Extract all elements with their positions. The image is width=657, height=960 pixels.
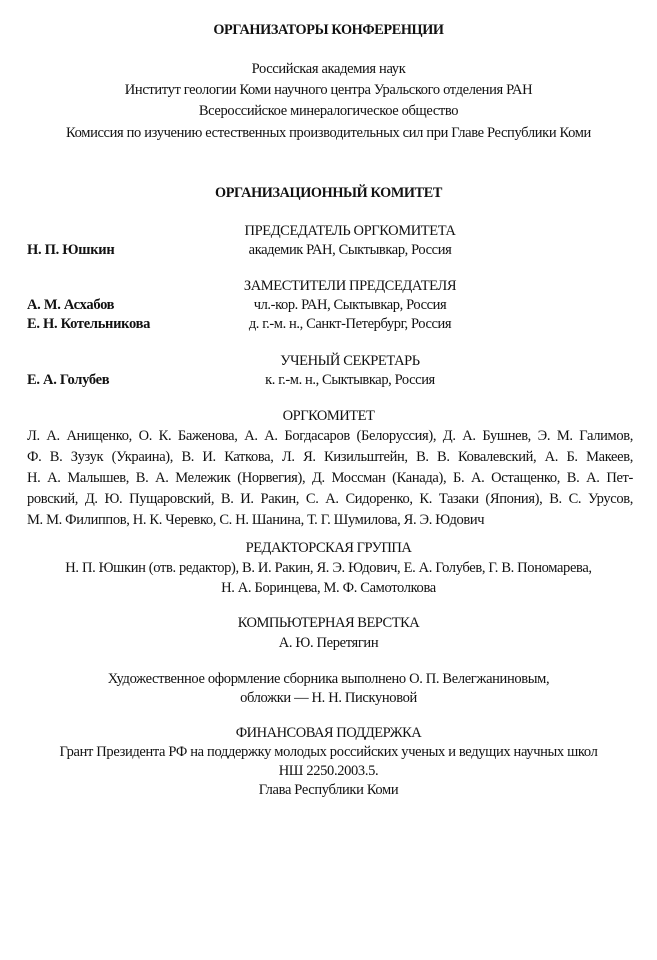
organizer-item: Комиссия по изучению естественных производительных сил при Главе Республики Коми — [66, 125, 591, 141]
art-credit-line: обложки — Н. Н. Пискуновой — [240, 690, 417, 706]
chair-heading: ПРЕДСЕДАТЕЛЬ ОРГКОМИТЕТА — [244, 223, 456, 239]
orgcommittee-line: Н. А. Малышев, В. А. Мележик (Норвегия), Д. Моссман (Канада), Б. А. Остащенко, В. А. Пет- — [27, 470, 633, 486]
member-role: чл.-кор. РАН, Сыктывкар, Россия — [253, 297, 447, 313]
organizer-item: Всероссийское минералогическое общество — [198, 103, 459, 119]
member-name: А. М. Асхабов — [27, 297, 115, 313]
member-name: Е. А. Голубев — [27, 372, 110, 388]
orgcommittee-line: ровский, Д. Ю. Пущаровский, В. И. Ракин, С. А. Сидоренко, К. Тазаки (Япония), В. С. Урусов, — [27, 491, 633, 507]
orgcommittee-line: Ф. В. Зузук (Украина), В. И. Каткова, Л. Я. Кизильштейн, В. В. Ковалевский, А. Б. Макеев, — [27, 449, 633, 465]
member-name: Н. П. Юшкин — [27, 242, 115, 258]
organizer-item: Институт геологии Коми научного центра Уральского отделения РАН — [124, 82, 533, 98]
editorial-line: Н. П. Юшкин (отв. редактор), В. И. Ракин, Я. Э. Юдович, Е. А. Голубев, Г. В. Пономарева, — [65, 560, 592, 576]
funding-line: Глава Республики Коми — [258, 782, 399, 798]
member-name: Е. Н. Котельникова — [27, 316, 151, 332]
member-role: академик РАН, Сыктывкар, Россия — [248, 242, 452, 258]
deputies-heading: ЗАМЕСТИТЕЛИ ПРЕДСЕДАТЕЛЯ — [243, 278, 457, 294]
orgcommittee-line: Л. А. Анищенко, О. К. Баженова, А. А. Богдасаров (Белоруссия), Д. А. Бушнев, Э. М. Галимов, — [27, 428, 633, 444]
funding-line: Грант Президента РФ на поддержку молодых российских ученых и ведущих научных школ — [59, 744, 598, 760]
orgcommittee-line: М. М. Филиппов, Н. К. Черевко, С. Н. Шанина, Т. Г. Шумилова, Я. Э. Юдович — [27, 512, 485, 528]
editorial-line: Н. А. Боринцева, М. Ф. Самотолкова — [221, 580, 436, 596]
funding-heading: ФИНАНСОВАЯ ПОДДЕРЖКА — [235, 725, 422, 741]
member-role: д. г.-м. н., Санкт-Петербург, Россия — [248, 316, 452, 332]
funding-line: НШ 2250.2003.5. — [278, 763, 379, 779]
layout-credit-heading: КОМПЬЮТЕРНАЯ ВЕРСТКА — [237, 615, 420, 631]
organizer-item: Российская академия наук — [251, 61, 406, 77]
editorial-heading: РЕДАКТОРСКАЯ ГРУППА — [245, 540, 412, 556]
committee-title: ОРГАНИЗАЦИОННЫЙ КОМИТЕТ — [214, 185, 442, 201]
secretary-heading: УЧЕНЫЙ СЕКРЕТАРЬ — [280, 353, 420, 369]
organizers-title: ОРГАНИЗАТОРЫ КОНФЕРЕНЦИИ — [213, 22, 444, 38]
member-role: к. г.-м. н., Сыктывкар, Россия — [265, 372, 435, 388]
art-credit-line: Художественное оформление сборника выполнено О. П. Велегжаниновым, — [107, 671, 550, 687]
orgcommittee-heading: ОРГКОМИТЕТ — [282, 408, 375, 424]
layout-credit-name: А. Ю. Перетягин — [278, 635, 379, 651]
